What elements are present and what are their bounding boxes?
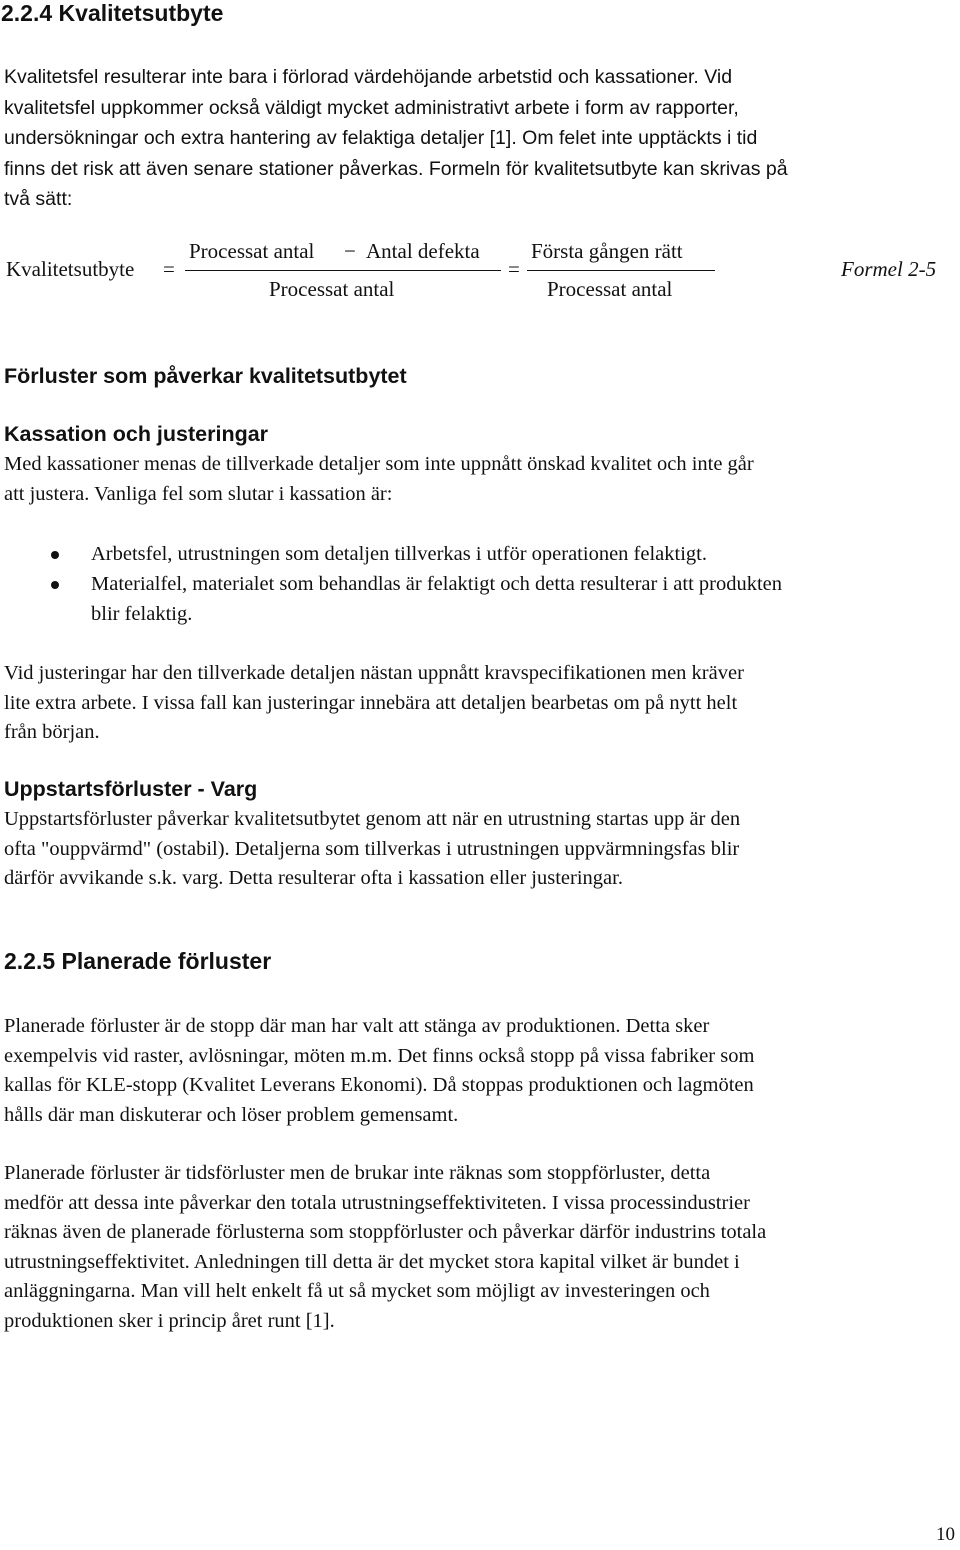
bullet-icon: [51, 551, 59, 559]
formula-equals: =: [508, 257, 520, 281]
text-line: lite extra arbete. I vissa fall kan justeringar innebära att detaljen bearbetas om på nytt helt: [4, 691, 738, 714]
text-line: exempelvis vid raster, avlösningar, möten m.m. Det finns också stopp på vissa fabriker som: [4, 1044, 755, 1067]
startup-paragraph: [4, 805, 954, 894]
text-line: Med kassationer menas de tillverkade detaljer som inte uppnått önskad kvalitet och inte går: [4, 453, 754, 475]
intro-paragraph: [4, 62, 954, 215]
text-line: från början.: [4, 721, 100, 743]
text-line: Planerade förluster är tidsförluster men de brukar inte räknas som stoppförluster, detta: [4, 1162, 711, 1184]
planned-losses-paragraph-2: [4, 1159, 954, 1336]
startup-heading: Uppstartsförluster - Varg: [4, 777, 258, 801]
text-line: utrustningseffektivitet. Anledningen till detta är det mycket stora kapital vilket är bundet i: [4, 1250, 740, 1273]
text-line: Materialfel, materialet som behandlas är felaktigt och detta resulterar i att produkten: [91, 573, 783, 595]
formula-block: [0, 236, 960, 306]
kassation-paragraph: [4, 450, 954, 509]
justering-paragraph: [4, 659, 954, 748]
page-number: 10: [936, 1524, 955, 1545]
text-line: medför att dessa inte påverkar den totala utrustningseffektiviteten. I vissa processindustrier: [4, 1191, 750, 1214]
formula-denominator: Processat antal: [269, 277, 395, 301]
formula-lhs: Kvalitetsutbyte: [6, 257, 135, 281]
formula-equals: =: [163, 257, 175, 281]
formula-minus: −: [344, 239, 356, 263]
formula-numerator-b: Antal defekta: [366, 239, 480, 263]
text-line: finns det risk att även senare stationer påverkas. Formeln för kvalitetsutbyte kan skrivas på: [4, 157, 788, 180]
losses-heading: Förluster som påverkar kvalitetsutbytet: [4, 364, 407, 388]
formula-numerator: Första gången rätt: [531, 239, 683, 263]
bullet-icon: [51, 581, 59, 589]
text-line: kallas för KLE-stopp (Kvalitet Leverans Ekonomi). Då stoppas produktionen och lagmöten: [4, 1074, 754, 1096]
formula-label: Formel 2-5: [841, 257, 937, 281]
text-line: ofta "ouppvärmd" (ostabil). Detaljerna som tillverkas i utrustningen uppvärmningsfas blir: [4, 837, 740, 860]
kassation-heading: Kassation och justeringar: [4, 422, 269, 446]
text-line: anläggningarna. Man vill helt enkelt få ut så mycket som möjligt av investeringen och: [4, 1280, 710, 1302]
text-line: Planerade förluster är de stopp där man har valt att stänga av produktionen. Detta sker: [4, 1015, 710, 1037]
text-line: blir felaktig.: [91, 602, 193, 625]
text-line: hålls där man diskuterar och löser problem gemensamt.: [4, 1103, 459, 1126]
fraction-bar: [185, 270, 501, 271]
formula-denominator: Processat antal: [547, 277, 673, 301]
section-heading-2-2-4: 2.2.4 Kvalitetsutbyte: [1, 0, 224, 26]
text-line: att justera. Vanliga fel som slutar i kassation är:: [4, 482, 393, 505]
text-line: räknas även de planerade förlusterna som stoppförluster och påverkar därför industrins totala: [4, 1221, 767, 1243]
text-line: Arbetsfel, utrustningen som detaljen tillverkas i utför operationen felaktigt.: [91, 543, 707, 565]
text-line: Vid justeringar har den tillverkade detaljen nästan uppnått kravspecifikationen men kräver: [4, 662, 744, 684]
planned-losses-paragraph-1: [4, 1012, 954, 1130]
text-line: två sätt:: [4, 188, 73, 210]
text-line: kvalitetsfel uppkommer också väldigt mycket administrativt arbete i form av rapporter,: [4, 96, 739, 119]
text-line: produktionen sker i princip året runt [1].: [4, 1309, 335, 1332]
section-heading-2-2-5: 2.2.5 Planerade förluster: [4, 948, 272, 974]
text-line: undersökningar och extra hantering av felaktiga detaljer [1]. Om felet inte upptäckts i tid: [4, 127, 758, 149]
text-line: Kvalitetsfel resulterar inte bara i förlorad värdehöjande arbetstid och kassationer. Vid: [4, 66, 733, 88]
fraction-bar: [527, 270, 715, 271]
text-line: Uppstartsförluster påverkar kvalitetsutbytet genom att när en utrustning startas upp är den: [4, 808, 741, 830]
text-line: därför avvikande s.k. varg. Detta resulterar ofta i kassation eller justeringar.: [4, 867, 623, 889]
formula-numerator-a: Processat antal: [189, 239, 315, 263]
